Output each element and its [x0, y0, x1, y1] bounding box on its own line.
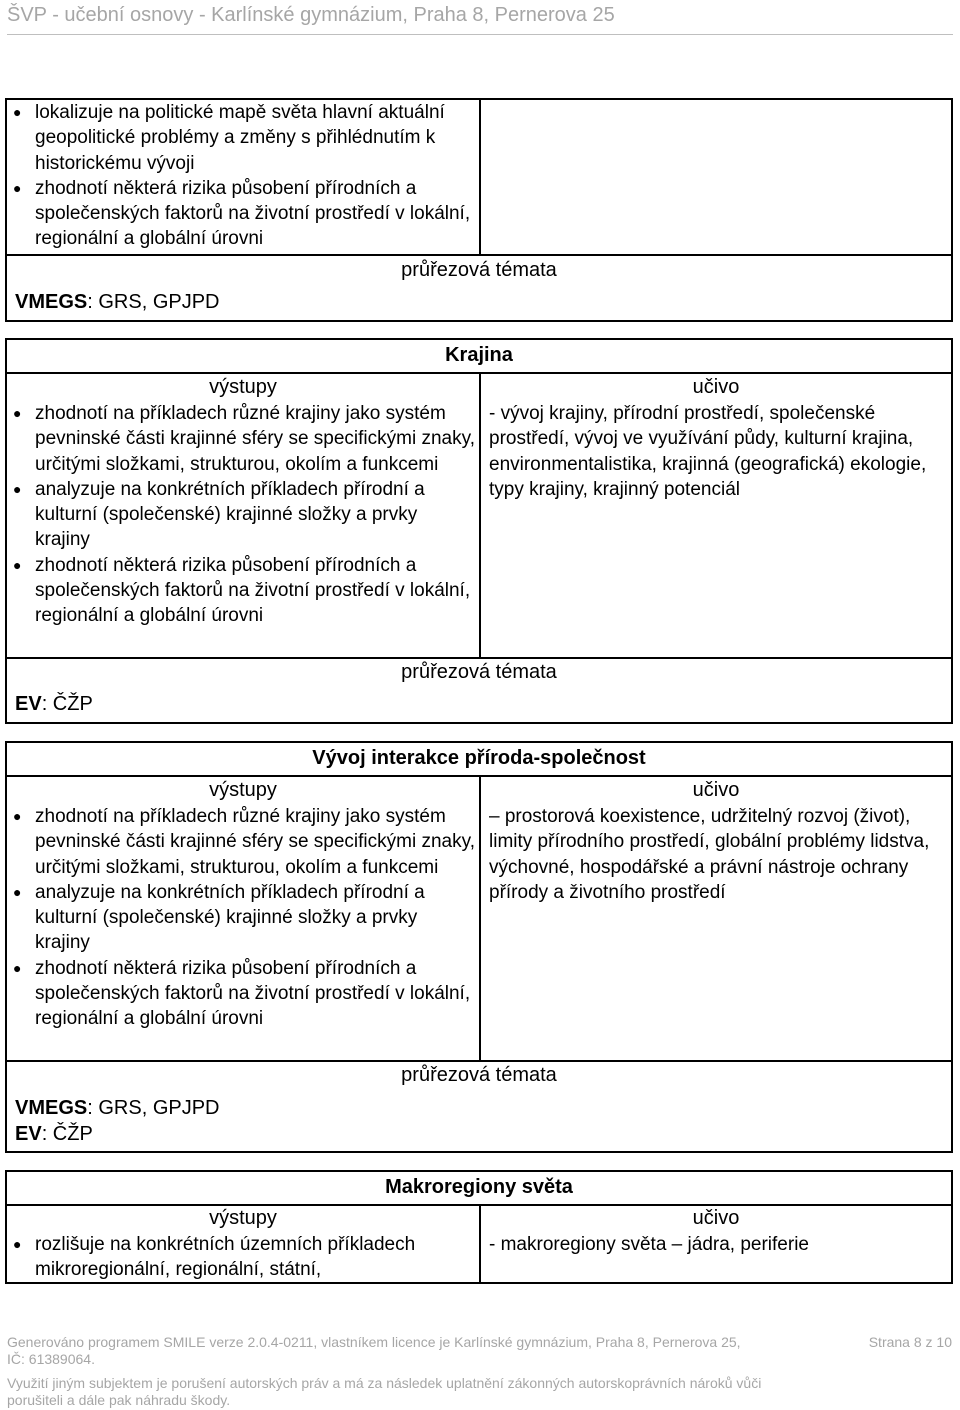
macroregions-block [5, 1170, 953, 1284]
curriculum-heading: učivo [692, 779, 740, 801]
outcome-item: ● zhodnotí některá rizika působení přírodních a společenských faktorů na životní prostředí v lokální, regionální a globální úrovni [13, 956, 475, 1032]
row-divider [7, 254, 951, 256]
curriculum-text: - makroregiony světa – jádra, periferie [489, 1234, 809, 1255]
curriculum-text: - vývoj krajiny, přírodní prostředí, společenské prostředí, vývoj ve využívání půdy, kulturní krajina, environmentalistika, krajinná (geografická) ekologie, typy krajiny, krajinný potenciál [489, 403, 927, 500]
interaction-block [5, 741, 953, 1153]
outcomes-heading: výstupy [209, 376, 277, 398]
outcome-item: ● analyzuje na konkrétních příkladech přírodní a kulturní (společenské) krajinné složky a prvky krajiny [13, 880, 475, 956]
outcomes-list [13, 1232, 475, 1283]
outcome-block-continued [5, 98, 953, 322]
footer-line: porušiteli a dále pak náhradu škody. [7, 1392, 231, 1408]
outcome-item: ● analyzuje na konkrétních příkladech přírodní a kulturní (společenské) krajinné složky a prvky krajiny [13, 477, 475, 553]
document-header: ŠVP - učební osnovy - Karlínské gymnázium, Praha 8, Pernerova 25 [7, 4, 615, 26]
column-divider [479, 775, 481, 1061]
outcome-item: ● zhodnotí některá rizika působení přírodních a společenských faktorů na životní prostředí v lokální, regionální a globální úrovni [13, 553, 475, 629]
footer-line: Generováno programem SMILE verze 2.0.4-0211, vlastníkem licence je Karlínské gymnázium, Praha 8, Pernerova 25, [7, 1334, 741, 1350]
cross-topic-ref: VMEGS: GRS, GPJPD [15, 1097, 220, 1119]
outcomes-list [13, 401, 475, 629]
cross-topic-ref: EV: ČŽP [15, 693, 93, 715]
outcome-item: ● lokalizuje na politické mapě světa hlavní aktuální geopolitické problémy a změny s přihlédnutím k historickému vývoji [13, 100, 475, 176]
curriculum-heading: učivo [692, 376, 740, 398]
cross-topic-ref: VMEGS: GRS, GPJPD [15, 291, 220, 313]
cross-topics-heading: průřezová témata [401, 1064, 557, 1086]
outcome-item: ● zhodnotí některá rizika působení přírodních a společenských faktorů na životní prostředí v lokální, regionální a globální úrovni [13, 176, 475, 252]
column-divider [479, 100, 481, 256]
curriculum-text: – prostorová koexistence, udržitelný rozvoj (život), limity přírodního prostředí, globální problémy lidstva, výchovné, hospodářské a právní nástroje ochrany přírody a životního prostředí [489, 806, 930, 903]
outcome-item: ● zhodnotí na příkladech různé krajiny jako systém pevninské části krajinné sféry se specifickými znaky, určitými složkami, strukturou, okolím a funkcemi [13, 401, 475, 477]
outcome-item: ● zhodnotí na příkladech různé krajiny jako systém pevninské části krajinné sféry se specifickými znaky, určitými složkami, strukturou, okolím a funkcemi [13, 804, 475, 880]
block-title: Vývoj interakce příroda-společnost [312, 747, 646, 769]
cross-topics-heading: průřezová témata [401, 661, 557, 683]
block-title: Krajina [445, 344, 513, 366]
block-title: Makroregiony světa [385, 1176, 573, 1198]
outcome-item: ● rozlišuje na konkrétních územních příkladech mikroregionální, regionální, státní, [13, 1232, 475, 1283]
krajina-block [5, 338, 953, 724]
curriculum-heading: učivo [692, 1207, 740, 1229]
outcomes-heading: výstupy [209, 779, 277, 801]
cross-topics-heading: průřezová témata [401, 259, 557, 281]
footer-line: Využití jiným subjektem je porušení autorských práv a má za následek uplatnění zákonných autorskoprávních nároků vůči [7, 1375, 762, 1391]
footer-line: IČ: 61389064. [7, 1351, 95, 1367]
page-number: Strana 8 z 10 [868, 1334, 952, 1350]
cross-topic-ref: EV: ČŽP [15, 1123, 93, 1145]
header-divider [7, 34, 953, 35]
outcomes-heading: výstupy [209, 1207, 277, 1229]
column-divider [479, 372, 481, 658]
outcomes-list [13, 100, 475, 252]
outcomes-list [13, 804, 475, 1032]
